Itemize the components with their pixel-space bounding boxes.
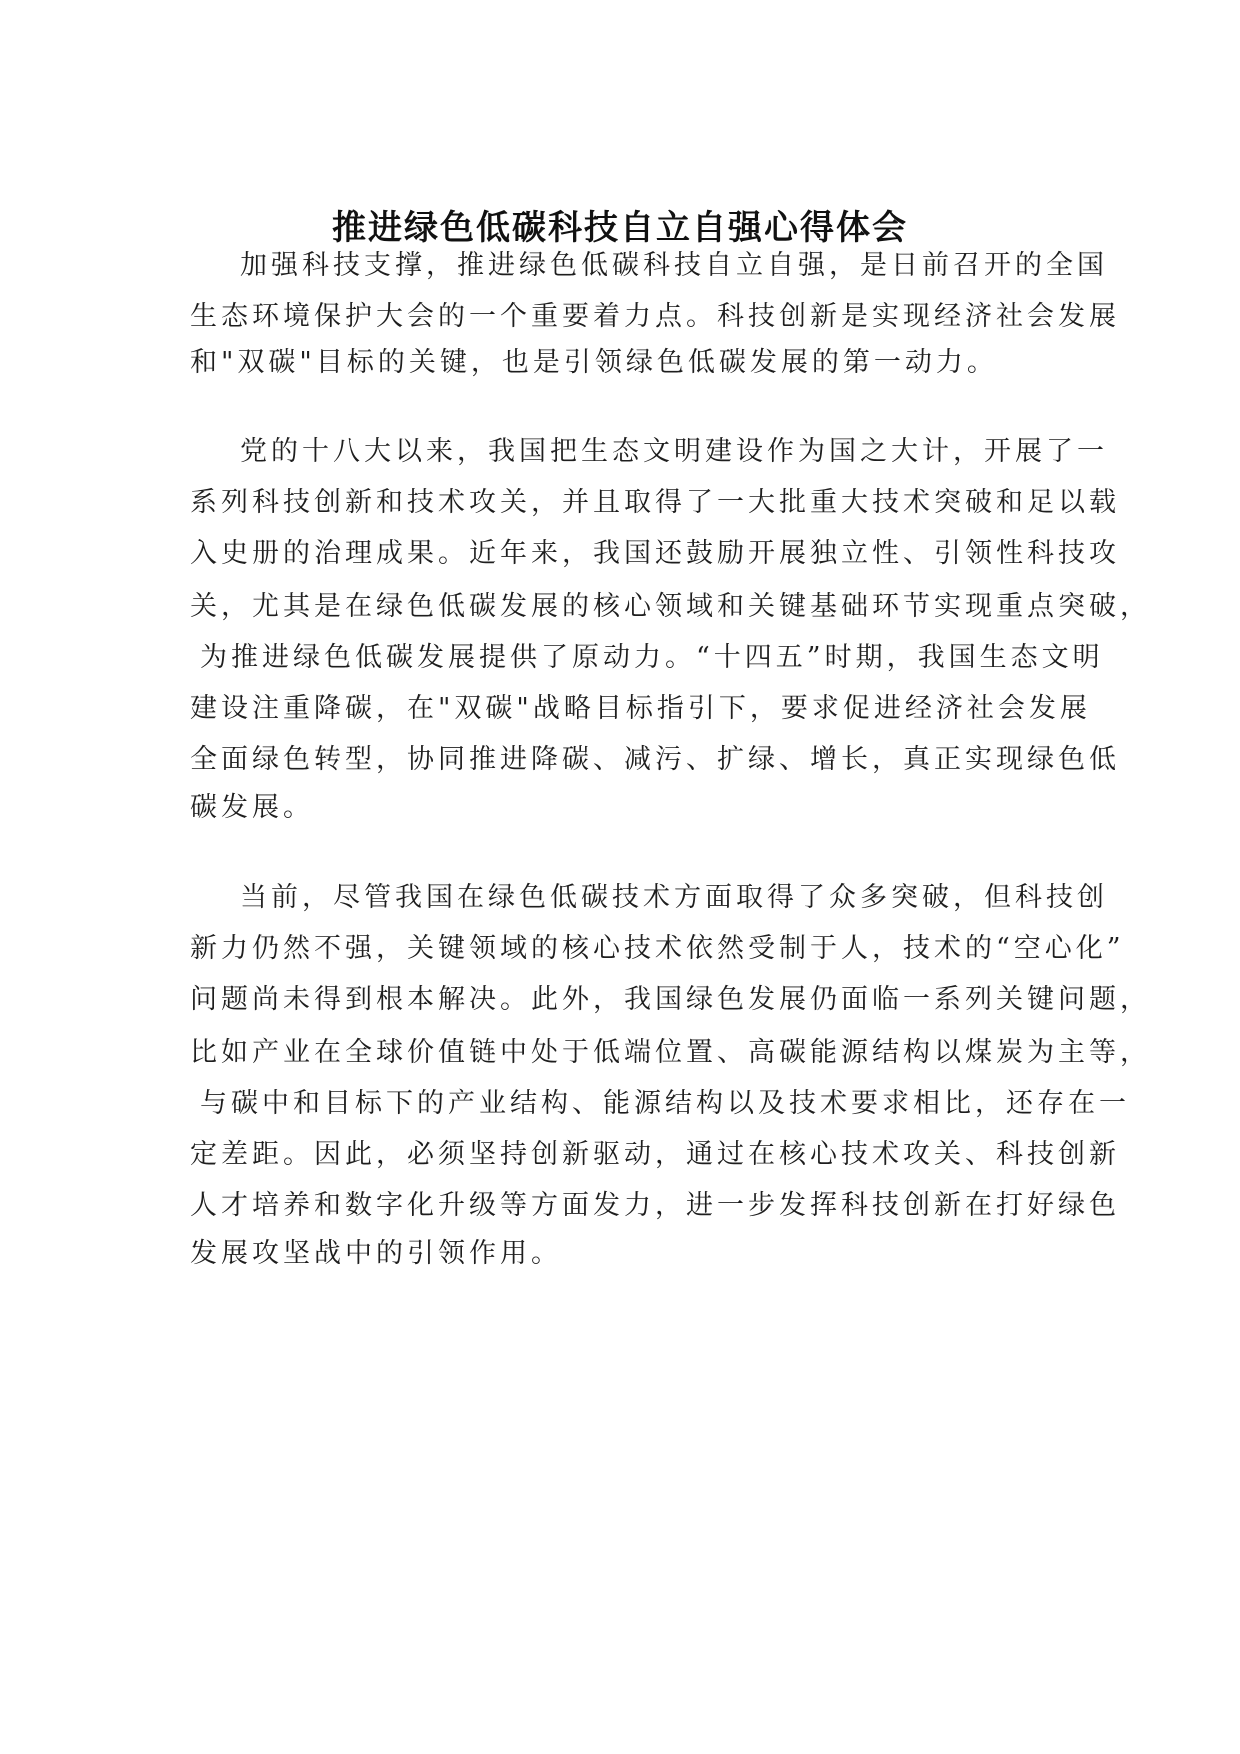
paragraph-line: 建设注重降碳，在"双碳"战略目标指引下，要求促进经济社会发展 xyxy=(190,693,1091,724)
paragraph-line: 碳发展。 xyxy=(190,792,314,823)
paragraph-line: 与碳中和目标下的产业结构、能源结构以及技术要求相比，还存在一 xyxy=(200,1088,1130,1119)
paragraph-line: 发展攻坚战中的引领作用。 xyxy=(190,1238,562,1269)
paragraph-line: 当前，尽管我国在绿色低碳技术方面取得了众多突破，但科技创 xyxy=(240,882,1108,913)
paragraph-line: 定差距。因此，必须坚持创新驱动，通过在核心技术攻关、科技创新 xyxy=(190,1139,1120,1170)
paragraph-line: 比如产业在全球价值链中处于低端位置、高碳能源结构以煤炭为主等， xyxy=(190,1037,1151,1068)
paragraph-line: 系列科技创新和技术攻关，并且取得了一大批重大技术突破和足以载 xyxy=(190,487,1120,518)
paragraph-line: 入史册的治理成果。近年来，我国还鼓励开展独立性、引领性科技攻 xyxy=(190,538,1120,569)
paragraph-line: 党的十八大以来，我国把生态文明建设作为国之大计，开展了一 xyxy=(240,436,1108,467)
paragraph-line: 关，尤其是在绿色低碳发展的核心领域和关键基础环节实现重点突破， xyxy=(190,591,1151,622)
paragraph-line: 问题尚未得到根本解决。此外，我国绿色发展仍面临一系列关键问题， xyxy=(190,984,1151,1015)
paragraph-line: 为推进绿色低碳发展提供了原动力。“十四五”时期，我国生态文明 xyxy=(200,642,1104,673)
paragraph-line: 新力仍然不强，关键领域的核心技术依然受制于人，技术的“空心化” xyxy=(190,933,1125,964)
paragraph-line: 全面绿色转型，协同推进降碳、减污、扩绿、增长，真正实现绿色低 xyxy=(190,744,1120,775)
paragraph-line: 生态环境保护大会的一个重要着力点。科技创新是实现经济社会发展 xyxy=(190,301,1120,332)
document-title: 推进绿色低碳科技自立自强心得体会 xyxy=(332,207,908,248)
paragraph-line: 和"双碳"目标的关键，也是引领绿色低碳发展的第一动力。 xyxy=(190,347,998,378)
paragraph-line: 加强科技支撑，推进绿色低碳科技自立自强，是日前召开的全国 xyxy=(240,250,1108,281)
paragraph-line: 人才培养和数字化升级等方面发力，进一步发挥科技创新在打好绿色 xyxy=(190,1190,1120,1221)
